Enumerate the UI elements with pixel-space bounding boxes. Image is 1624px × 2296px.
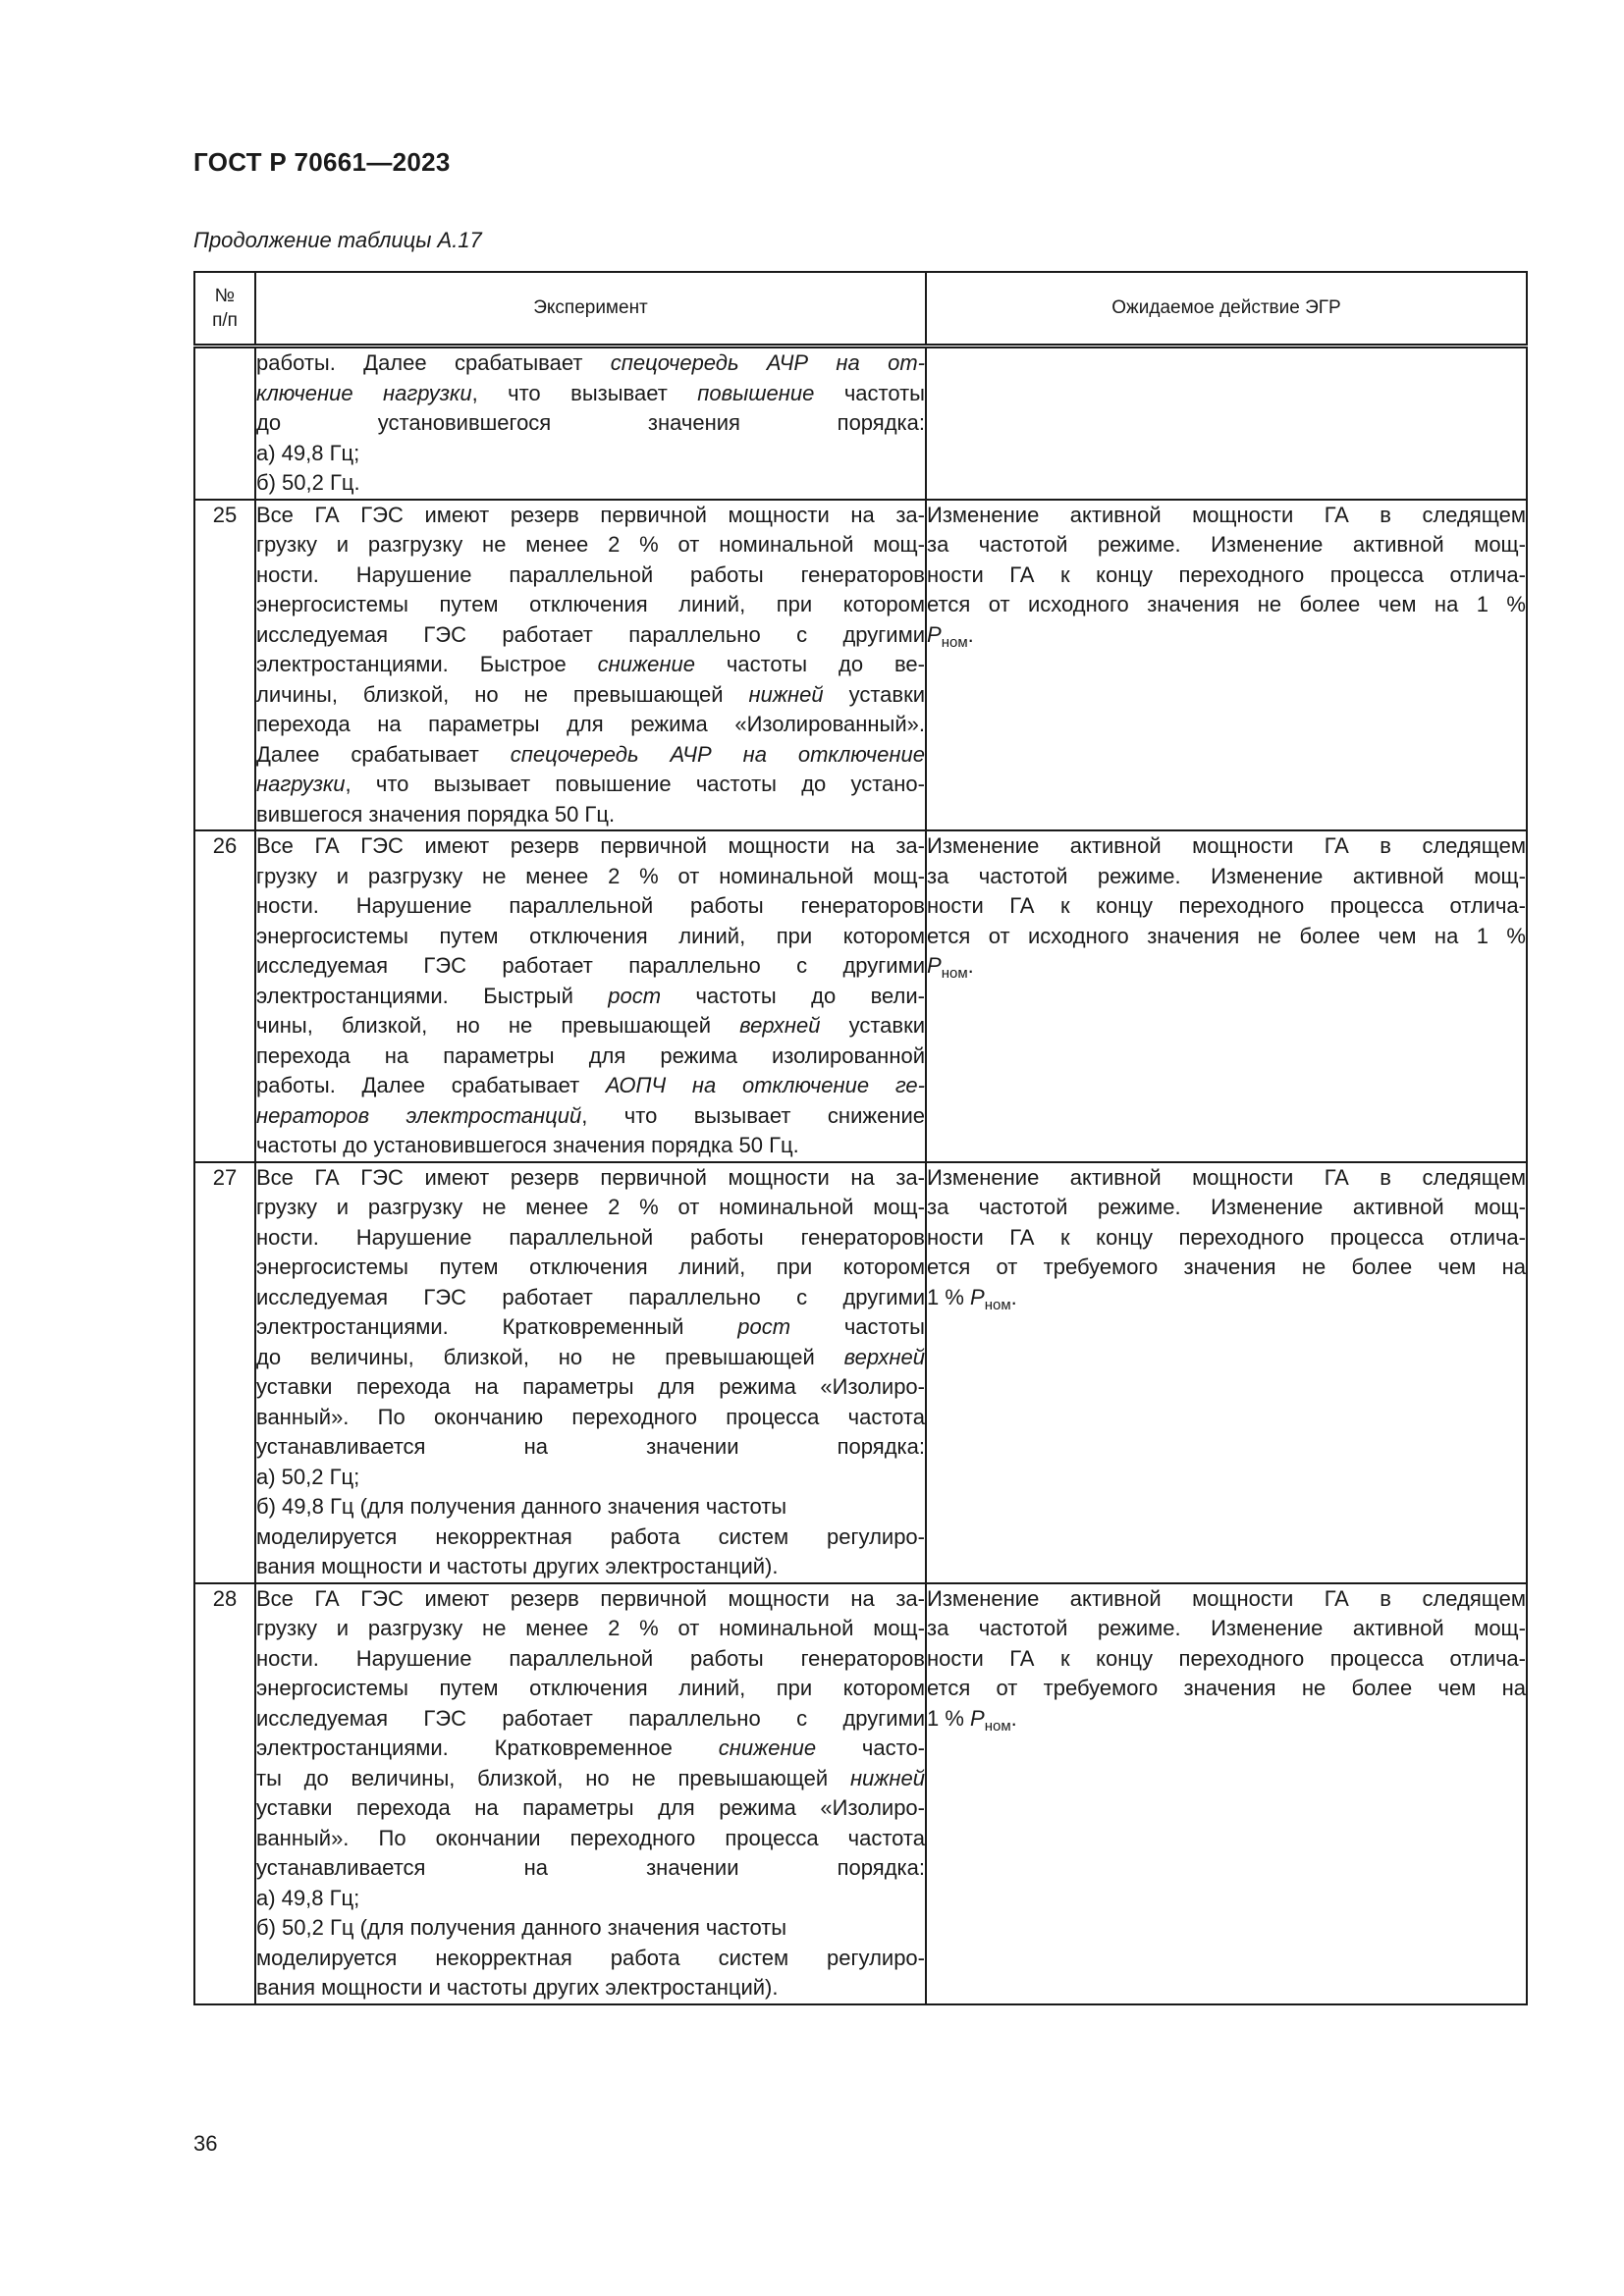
experiment-line: исследуемая ГЭС работает параллельно с другими	[256, 1705, 925, 1731]
experiment-line: устанавливается на значении порядка:	[256, 1855, 925, 1880]
experiment-line: ты до величины, близкой, но не превышающей нижней	[256, 1765, 925, 1790]
column-header-number-line2: п/п	[212, 310, 238, 331]
expected-line: 1 % $P_{ном}$.	[927, 1284, 1017, 1313]
experiment-line: нераторов электростанций, что вызывает снижение	[256, 1102, 926, 1128]
experiment-line: энергосистемы путем отключения линий, при котором	[256, 1676, 925, 1700]
column-header-experiment: Эксперимент	[255, 272, 926, 347]
experiment-line: перехода на параметры для режима изолированной	[256, 1042, 925, 1068]
experiment-line: ности. Нарушение параллельной работы генераторов	[256, 1224, 925, 1250]
experiment-line: личины, близкой, но не превышающей нижней уставки	[256, 681, 925, 707]
table-row	[194, 1162, 1527, 1583]
table-row	[194, 830, 1527, 1162]
experiment-line: работы. Далее срабатывает спецочередь АЧР на от-	[256, 350, 925, 375]
experiment-line: ности. Нарушение параллельной работы генераторов	[256, 893, 925, 918]
experiment-line: а) 49,8 Гц;	[256, 440, 360, 465]
experiment-line: электростанциями. Быстрый рост частоты до вели-	[256, 983, 925, 1008]
experiment-line: б) 50,2 Гц.	[256, 470, 360, 495]
experiment-line: исследуемая ГЭС работает параллельно с другими	[256, 1284, 925, 1309]
expected-line: ности ГА к концу переходного процесса отлича-	[927, 893, 1526, 918]
experiment-line: грузку и разгрузку не менее 2 % от номинальной мощ-	[256, 863, 925, 888]
expected-line: ности ГА к концу переходного процесса отлича-	[927, 561, 1526, 587]
row-number: 28	[194, 1583, 255, 2004]
row-number: 27	[194, 1162, 255, 1583]
experiment-line: электростанциями. Кратковременный рост частоты	[256, 1314, 925, 1339]
expected-line: $P_{ном}$.	[927, 621, 974, 651]
experiment-line: моделируется некорректная работа систем регулиро-	[256, 1945, 925, 1970]
experiment-line: Все ГА ГЭС имеют резерв первичной мощности на за-	[256, 1585, 925, 1611]
expected-line: Изменение активной мощности ГА в следящем	[927, 1585, 1526, 1611]
experiment-line: исследуемая ГЭС работает параллельно с другими	[256, 953, 925, 978]
experiment-line: б) 49,8 Гц (для получения данного значения частоты	[256, 1494, 787, 1519]
experiment-line: электростанциями. Быстрое снижение частоты до ве-	[256, 652, 925, 676]
experiment-line: чины, близкой, но не превышающей верхней уставки	[256, 1013, 925, 1038]
expected-line: ется от исходного значения не более чем на 1 %	[927, 923, 1526, 948]
table-row	[194, 500, 1527, 831]
experiment-line: электростанциями. Кратковременное снижение часто-	[256, 1735, 926, 1760]
column-header-number-line1: №	[214, 286, 236, 306]
expected-line: Изменение активной мощности ГА в следящем	[927, 502, 1526, 527]
expected-line: за частотой режиме. Изменение активной мощ-	[927, 1195, 1526, 1219]
expected-line: ется от требуемого значения не более чем на	[927, 1255, 1526, 1279]
experiment-line: грузку и разгрузку не менее 2 % от номинальной мощ-	[256, 1195, 925, 1219]
table-header-row	[194, 272, 1527, 347]
experiment-line: исследуемая ГЭС работает параллельно с другими	[256, 621, 925, 647]
document-header: ГОСТ Р 70661—2023	[193, 147, 451, 177]
expected-line: ности ГА к концу переходного процесса отлича-	[927, 1224, 1526, 1250]
experiment-line: Все ГА ГЭС имеют резерв первичной мощности на за-	[256, 1164, 925, 1190]
expected-line: ется от требуемого значения не более чем на	[927, 1676, 1526, 1700]
experiment-line: энергосистемы путем отключения линий, при котором	[256, 923, 925, 948]
page-number: 36	[193, 2131, 218, 2156]
table-row	[194, 1583, 1527, 2004]
experiment-line: ности. Нарушение параллельной работы генераторов	[256, 561, 925, 587]
experiment-line: а) 50,2 Гц;	[256, 1464, 360, 1489]
table-body	[194, 347, 1527, 2004]
expected-cell	[926, 347, 1527, 500]
experiment-line: уставки перехода на параметры для режима «Изолиро-	[256, 1795, 925, 1820]
experiment-line: вания мощности и частоты других электростанций).	[256, 1554, 779, 1578]
expected-cell	[926, 1162, 1527, 1583]
column-header-expected: Ожидаемое действие ЭГР	[926, 272, 1527, 347]
expected-cell	[926, 830, 1527, 1162]
expected-cell	[926, 500, 1527, 831]
expected-line: Изменение активной мощности ГА в следящем	[927, 1164, 1526, 1190]
expected-line: Изменение активной мощности ГА в следящем	[927, 833, 1526, 858]
experiment-cell	[255, 347, 926, 500]
expected-line: за частотой режиме. Изменение активной мощ-	[927, 532, 1526, 557]
expected-line: за частотой режиме. Изменение активной мощ-	[927, 863, 1526, 888]
experiment-cell	[255, 830, 926, 1162]
experiment-line: вившегося значения порядка 50 Гц.	[256, 801, 616, 827]
experiment-cell	[255, 1162, 926, 1583]
table-caption: Продолжение таблицы А.17	[193, 228, 482, 252]
experiment-line: устанавливается на значении порядка:	[256, 1434, 925, 1459]
experiments-table	[193, 271, 1528, 2005]
experiment-line: уставки перехода на параметры для режима «Изолиро-	[256, 1374, 925, 1399]
experiment-line: ности. Нарушение параллельной работы генераторов	[256, 1645, 925, 1671]
experiment-cell	[255, 1583, 926, 2004]
expected-line: 1 % $P_{ном}$.	[927, 1705, 1017, 1735]
experiment-line: грузку и разгрузку не менее 2 % от номинальной мощ-	[256, 532, 925, 557]
experiment-line: работы. Далее срабатывает АОПЧ на отключение ге-	[256, 1073, 925, 1097]
row-number: 25	[194, 500, 255, 831]
experiment-line: вания мощности и частоты других электростанций).	[256, 1975, 779, 2000]
experiment-line: Все ГА ГЭС имеют резерв первичной мощности на за-	[256, 833, 925, 858]
experiment-line: энергосистемы путем отключения линий, при котором	[256, 592, 925, 616]
experiment-line: нагрузки, что вызывает повышение частоты до устано-	[256, 772, 925, 796]
experiment-line: Далее срабатывает спецочередь АЧР на отключение	[256, 741, 925, 767]
experiment-line: до установившегося значения порядка:	[256, 410, 925, 435]
experiment-line: ванный». По окончанию переходного процесса частота	[256, 1404, 925, 1429]
experiment-line: частоты до установившегося значения порядка 50 Гц.	[256, 1133, 799, 1157]
row-number: 26	[194, 830, 255, 1162]
experiment-line: ванный». По окончании переходного процесса частота	[256, 1825, 925, 1850]
table-row	[194, 347, 1527, 500]
column-header-number	[194, 272, 255, 347]
expected-cell	[926, 1583, 1527, 2004]
experiment-line: грузку и разгрузку не менее 2 % от номинальной мощ-	[256, 1616, 925, 1640]
expected-line: ности ГА к концу переходного процесса отлича-	[927, 1645, 1526, 1671]
experiment-line: ключение нагрузки, что вызывает повышение частоты	[256, 380, 925, 405]
experiment-line: до величины, близкой, но не превышающей верхней	[256, 1344, 925, 1369]
experiment-line: моделируется некорректная работа систем регулиро-	[256, 1523, 925, 1549]
experiment-line: перехода на параметры для режима «Изолированный».	[256, 712, 925, 736]
expected-line: за частотой режиме. Изменение активной мощ-	[927, 1616, 1526, 1640]
experiment-line: а) 49,8 Гц;	[256, 1885, 360, 1910]
experiment-cell	[255, 500, 926, 831]
expected-line: $P_{ном}$.	[927, 953, 974, 982]
experiment-line: б) 50,2 Гц (для получения данного значения частоты	[256, 1915, 787, 1940]
expected-line: ется от исходного значения не более чем на 1 %	[927, 592, 1526, 616]
experiment-line: энергосистемы путем отключения линий, при котором	[256, 1255, 925, 1279]
experiment-line: Все ГА ГЭС имеют резерв первичной мощности на за-	[256, 502, 925, 527]
row-number	[194, 347, 255, 500]
